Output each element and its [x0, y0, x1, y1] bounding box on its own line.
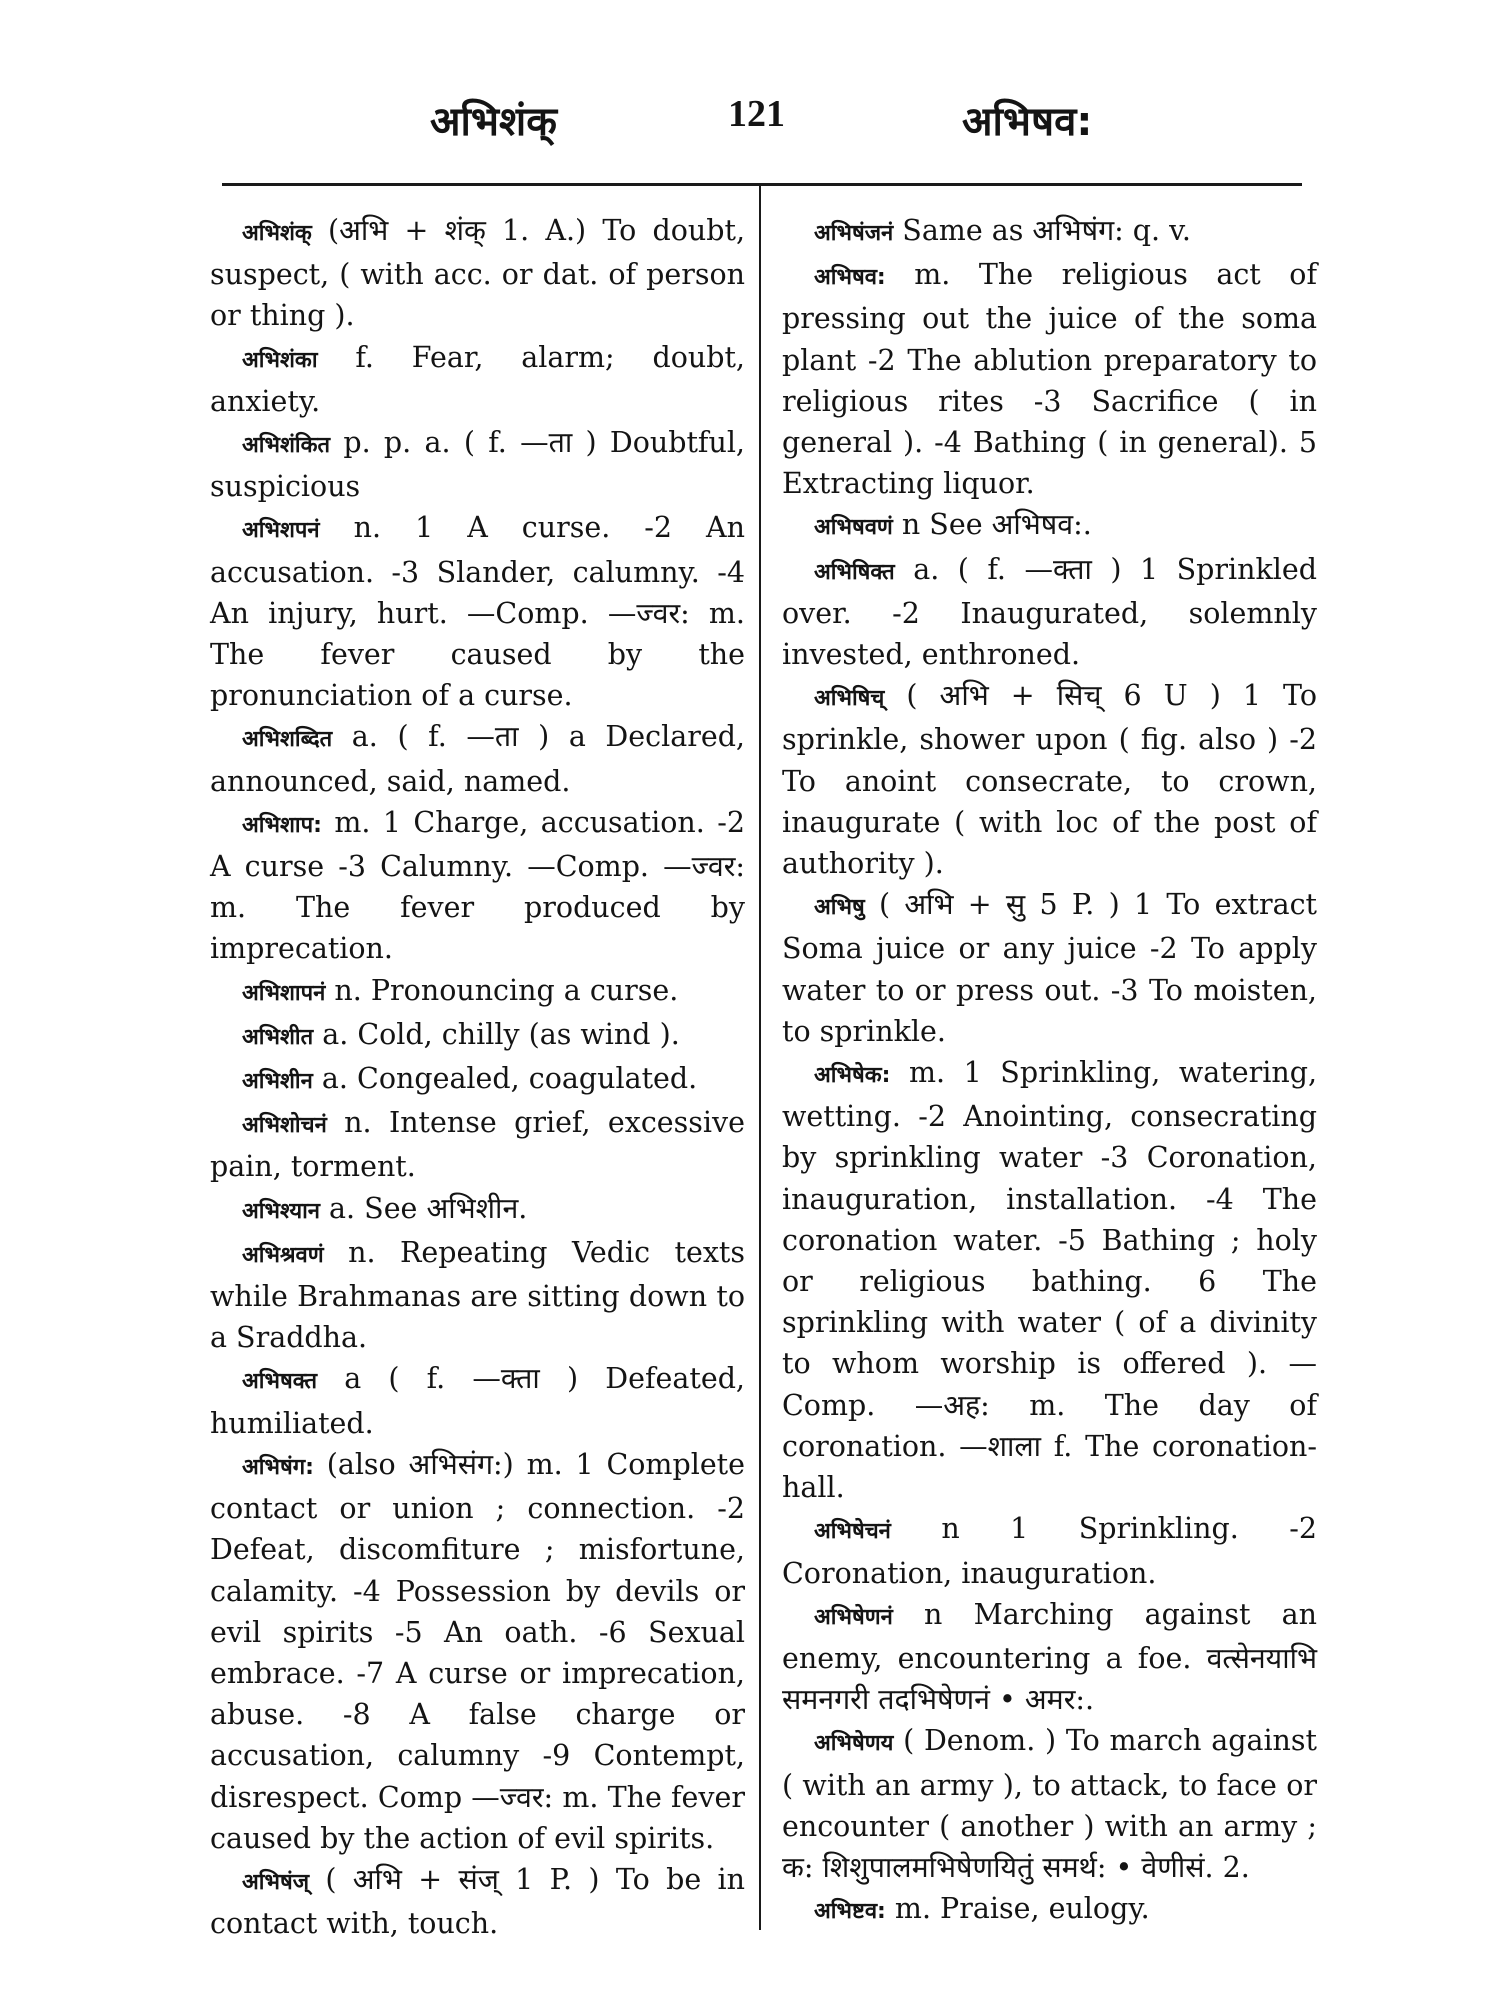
entry-definition: p. p. a. ( f. —ता ) Doubtful, suspicious	[210, 426, 745, 504]
dictionary-entry	[210, 210, 745, 337]
dictionary-entry	[210, 1232, 745, 1359]
entry-definition: a. ( f. —क्ता ) 1 Sprinkled over. -2 Inaugurated, solemnly invested, enthroned.	[782, 552, 1317, 672]
entry-headword: अभिषिक्त	[814, 559, 895, 585]
entry-headword: अभिशंक्	[242, 221, 312, 246]
entry-definition: a. Congealed, coagulated.	[312, 1062, 698, 1096]
page-header	[0, 92, 1500, 152]
dictionary-entry	[210, 1058, 745, 1102]
dictionary-entry	[782, 1720, 1317, 1888]
entry-headword: अभिषेक:	[814, 1063, 891, 1089]
entry-headword: अभिषवणं	[814, 515, 893, 541]
dictionary-entry	[782, 504, 1317, 548]
entry-definition: n 1 Sprinkling. -2 Coronation, inauguration.	[782, 1512, 1317, 1590]
entry-definition: m. Praise, eulogy.	[885, 1892, 1150, 1926]
dictionary-entry	[782, 210, 1317, 254]
entry-headword: अभिश्रवणं	[242, 1242, 324, 1268]
entry-headword: अभिष्टव:	[814, 1899, 886, 1925]
entry-definition: n. 1 A curse. -2 An accusation. -3 Slander, calumny. -4 An injury, hurt. —Comp. —ज्वर: m. The fever caused by the pronunciation of a curse.	[210, 511, 745, 713]
entry-definition: n. Repeating Vedic texts while Brahmanas are sitting down to a Sraddha.	[210, 1235, 745, 1355]
entry-definition: Same as अभिषंग: q. v.	[893, 214, 1191, 247]
dictionary-entry	[210, 507, 745, 716]
entry-definition: ( अभि + सिच् 6 U ) 1 To sprinkle, shower upon ( fig. also ) -2 To anoint consecrate, to crown, inaugurate ( with loc of the post of authority ).	[782, 679, 1317, 881]
dictionary-entry	[782, 884, 1317, 1052]
left-running-headword: अभिशंक्	[430, 99, 557, 145]
entry-headword: अभिषु	[814, 895, 865, 921]
dictionary-entry	[782, 675, 1317, 884]
dictionary-entry	[782, 1508, 1317, 1593]
entry-headword: अभिषव:	[814, 265, 886, 291]
entry-definition: ( अभि + सु 5 P. ) 1 To extract Soma juice or any juice -2 To apply water to or press out. -3 To moisten, to sprinkle.	[782, 888, 1317, 1048]
entry-definition: f. Fear, alarm; doubt, anxiety.	[210, 340, 745, 418]
dictionary-entry	[210, 422, 745, 507]
dictionary-entry	[782, 1052, 1317, 1508]
entry-headword: अभिषंज्	[242, 1869, 310, 1895]
entry-headword: अभिशाप:	[242, 812, 322, 838]
dictionary-entry	[782, 1594, 1317, 1721]
entry-headword: अभिषक्त	[242, 1369, 318, 1395]
entry-definition: (also अभिसंग:) m. 1 Complete contact or union ; connection. -2 Defeat, discomfiture ; misfortune, calamity. -4 Possession by devils or evil spirits -5 An oath. -6 Sexual embrace. -7 A curse or imprecation, abuse. -8 A false charge or accusation, calumny -9 Contempt, disrespect. Comp —ज्वर: m. The fever caused by the action of evil spirits.	[210, 1447, 745, 1855]
header-rule	[222, 183, 1302, 186]
right-running-headword: अभिषव:	[962, 99, 1093, 145]
entry-headword: अभिषंग:	[242, 1454, 314, 1480]
entry-headword: अभिशापनं	[242, 980, 326, 1006]
entry-headword: अभिशपनं	[242, 518, 320, 544]
dictionary-entry	[210, 802, 745, 970]
dictionary-entry	[782, 1888, 1317, 1932]
dictionary-entry	[210, 1014, 745, 1058]
dictionary-entry	[210, 337, 745, 422]
entry-definition: m. The religious act of pressing out the juice of the soma plant -2 The ablution preparatory to religious rites -3 Sacrifice ( in general ). -4 Bathing ( in general). 5 Extracting liquor.	[782, 258, 1317, 501]
entry-headword: अभिशंकित	[242, 433, 331, 459]
entry-headword: अभिशीन	[242, 1069, 313, 1095]
entry-headword: अभिषिच्	[814, 686, 885, 712]
entry-definition: a. ( f. —ता ) a Declared, announced, said, named.	[210, 720, 745, 798]
entry-headword: अभिश्यान	[242, 1198, 320, 1224]
entry-headword: अभिषंजनं	[814, 221, 894, 246]
entry-definition: (अभि + शंक् 1. A.) To doubt, suspect, ( with acc. or dat. of person or thing ).	[210, 214, 745, 333]
entry-definition: m. 1 Charge, accusation. -2 A curse -3 Calumny. —Comp. —ज्वर: m. The fever produced by imprecation.	[210, 805, 745, 966]
entry-definition: n Marching against an enemy, encountering a foe. वत्सेनयाभि समनगरी तदभिषेणनं • अमर:.	[782, 1597, 1317, 1717]
dictionary-entry	[210, 716, 745, 801]
dictionary-entry	[210, 1188, 745, 1232]
dictionary-entry	[210, 1102, 745, 1187]
entry-definition: m. 1 Sprinkling, watering, wetting. -2 Anointing, consecrating by sprinkling water -3 Coronation, inauguration, installation. -4 The coronation water. -5 Bathing ; holy or religious bathing. 6 The sprinkling with water ( of a divinity to whom worship is offered ). —Comp. —अह: m. The day of coronation. —शाला f. The coronation-hall.	[782, 1056, 1317, 1505]
entry-headword: अभिषेचनं	[814, 1519, 891, 1545]
entry-definition: n. Pronouncing a curse.	[325, 973, 679, 1007]
entry-definition: ( Denom. ) To march against ( with an army ), to attack, to face or encounter ( another ) with an army ; क: शिशुपालमभिषेणयितुं समर्थ: • वेणीसं. 2.	[782, 1724, 1317, 1884]
page-number: 121	[728, 93, 785, 135]
entry-definition: a. Cold, chilly (as wind ).	[313, 1017, 680, 1051]
entry-definition: n. Intense grief, excessive pain, torment.	[210, 1106, 745, 1184]
dictionary-entry	[210, 1859, 745, 1944]
entry-headword: अभिषेणनं	[814, 1604, 893, 1630]
dictionary-entry	[210, 970, 745, 1014]
entry-definition: n See अभिषव:.	[892, 508, 1092, 542]
entry-headword: अभिशंका	[242, 347, 318, 373]
entry-definition: a. See अभिशीन.	[320, 1191, 528, 1225]
entry-definition: ( अभि + संज् 1 P. ) To be in contact with, touch.	[210, 1862, 745, 1941]
dictionary-entry	[782, 254, 1317, 504]
dictionary-entry	[782, 549, 1317, 676]
dictionary-entry	[210, 1444, 745, 1859]
right-column	[782, 210, 1317, 1932]
entry-definition: a ( f. —क्ता ) Defeated, humiliated.	[210, 1362, 745, 1440]
left-column	[210, 210, 745, 1944]
entry-headword: अभिशीत	[242, 1024, 314, 1050]
entry-headword: अभिशोचनं	[242, 1113, 327, 1139]
dictionary-entry	[210, 1358, 745, 1443]
column-divider	[759, 185, 761, 1930]
entry-headword: अभिषेणय	[814, 1731, 894, 1757]
entry-headword: अभिशब्दित	[242, 727, 333, 753]
